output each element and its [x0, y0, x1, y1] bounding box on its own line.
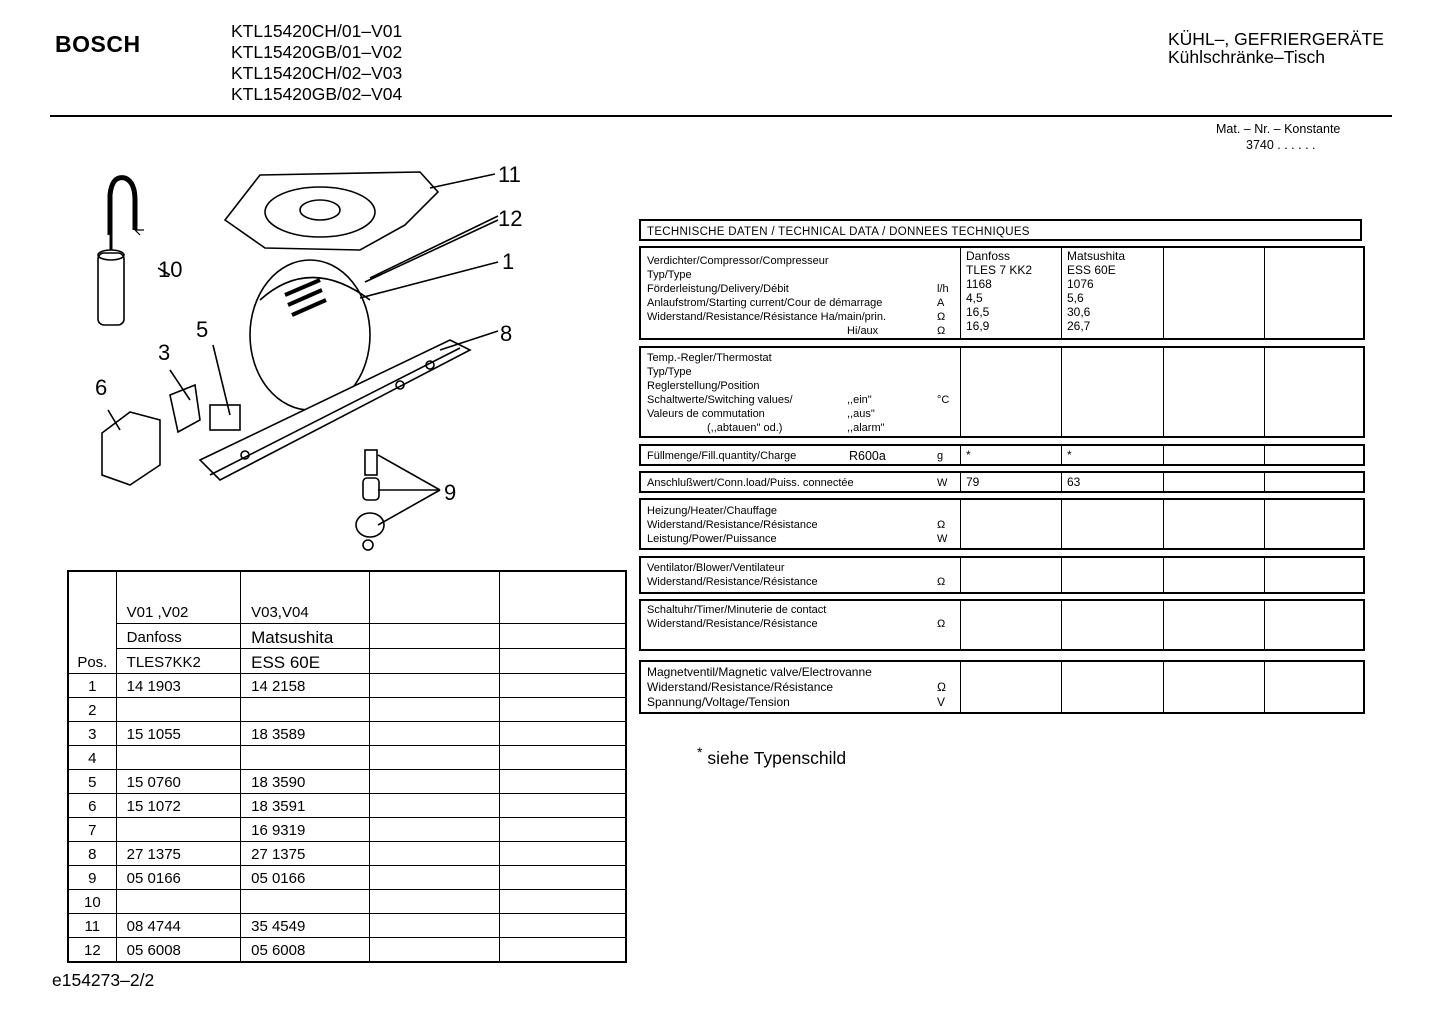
value-cell: * [961, 446, 1062, 464]
type-label: ESS 60E [241, 649, 369, 674]
part-number-cell: 15 0760 [116, 770, 240, 794]
value-column [1062, 601, 1164, 649]
value-cell: Danfoss [966, 249, 1011, 263]
model-line: KTL15420CH/01–V01 [231, 21, 403, 41]
part-number-cell: 15 1072 [116, 794, 240, 818]
variant-cell [241, 571, 369, 599]
row-label: Schaltwerte/Switching values/ [647, 394, 793, 406]
value-column [1062, 558, 1164, 592]
value-column [1164, 348, 1265, 436]
value-column [1265, 248, 1363, 338]
value-column [961, 558, 1062, 592]
callout-9: 9 [444, 480, 457, 505]
variant-cell [116, 571, 240, 599]
table-row [68, 722, 626, 746]
unit-label: W [937, 477, 948, 489]
mat-value: 3740 . . . . . . [1246, 138, 1316, 152]
empty-cell [369, 818, 499, 842]
pos-header-label: Pos. [68, 649, 116, 674]
pos-header-cell [68, 624, 116, 649]
unit-label: W [937, 533, 948, 545]
part-number-cell [116, 890, 240, 914]
pos-cell: 2 [68, 698, 116, 722]
pos-cell: 1 [68, 674, 116, 698]
callout-12: 12 [498, 206, 523, 231]
unit-label: A [937, 297, 945, 309]
row-label: (,,abtauen" od.) [707, 422, 783, 434]
part-number-cell [241, 746, 369, 770]
part-number-cell: 35 4549 [241, 914, 369, 938]
value-column [1265, 662, 1363, 712]
table-row [68, 818, 626, 842]
empty-cell [500, 722, 626, 746]
pos-cell: 8 [68, 842, 116, 866]
mode-label: ,,alarm" [847, 422, 885, 434]
value-cell: Matsushita [1067, 249, 1126, 263]
empty-cell [369, 866, 499, 890]
conn-load-labels [641, 473, 961, 491]
part-number-cell: 05 0166 [116, 866, 240, 890]
empty-cell [369, 890, 499, 914]
part-number-cell: 18 3589 [241, 722, 369, 746]
unit-label: V [937, 695, 946, 709]
type-label: TLES7KK2 [116, 649, 240, 674]
empty-cell [369, 571, 499, 599]
compressor-block [639, 246, 1365, 340]
value-column [961, 662, 1062, 712]
table-row [68, 890, 626, 914]
part-number-cell [241, 890, 369, 914]
value-column [1265, 446, 1363, 464]
value-column [1062, 248, 1164, 338]
mat-number [1216, 121, 1340, 153]
table-row [68, 794, 626, 818]
model-line: KTL15420CH/02–V03 [231, 63, 403, 83]
empty-cell [369, 649, 499, 674]
empty-cell [500, 698, 626, 722]
row-label: Verdichter/Compressor/Compresseur [647, 255, 829, 267]
refrigerant-label: R600a [849, 449, 886, 463]
empty-cell [369, 914, 499, 938]
relay-drawing [210, 405, 240, 430]
value-column [1265, 473, 1363, 491]
row-label: Anschlußwert/Conn.load/Puiss. connectée [647, 477, 854, 489]
row-label: Ventilator/Blower/Ventilateur [647, 562, 785, 574]
row-label: Reglerstellung/Position [647, 380, 760, 392]
empty-cell [500, 599, 626, 624]
row-label: Heizung/Heater/Chauffage [647, 505, 778, 517]
part-number-cell: 05 6008 [116, 938, 240, 963]
row-label: Widerstand/Resistance/Résistance [647, 519, 818, 531]
value-cell: 16,9 [966, 319, 990, 333]
part-number-cell [241, 698, 369, 722]
pos-cell: 5 [68, 770, 116, 794]
value-cell: ESS 60E [1067, 263, 1116, 277]
pos-cell: 9 [68, 866, 116, 890]
empty-cell [500, 866, 626, 890]
row-label: Anlaufstrom/Starting current/Cour de démarrage [647, 297, 883, 309]
model-line: KTL15420GB/02–V04 [231, 84, 403, 104]
note-star: * [697, 744, 703, 760]
row-label: Typ/Type [647, 366, 692, 378]
value-column [1164, 248, 1265, 338]
part-number-cell [116, 746, 240, 770]
note-text: siehe Typenschild [702, 747, 847, 768]
value-column [961, 601, 1062, 649]
empty-cell [500, 818, 626, 842]
value-column [1265, 558, 1363, 592]
tech-data-title: TECHNISCHE DATEN / TECHNICAL DATA / DONNEES TECHNIQUES [639, 219, 1362, 241]
mode-label: ,,aus" [847, 408, 875, 420]
value-column [1164, 446, 1265, 464]
part-number-cell: 08 4744 [116, 914, 240, 938]
row-label: Förderleistung/Delivery/Débit [647, 283, 789, 295]
table-row [68, 842, 626, 866]
unit-label: Ω [937, 325, 946, 337]
timer-block [639, 599, 1365, 651]
top-cover-drawing [225, 172, 438, 250]
row-label: Schaltuhr/Timer/Minuterie de contact [647, 604, 827, 616]
category-subline: Kühlschränke–Tisch [1168, 47, 1325, 67]
row-label: Valeurs de commutation [647, 408, 765, 420]
mat-label: Mat. – Nr. – Konstante [1216, 122, 1341, 136]
row-label: Füllmenge/Fill.quantity/Charge [647, 450, 797, 462]
unit-label: °C [937, 394, 950, 406]
mode-label: ,,ein" [847, 394, 872, 406]
wire-cable [110, 178, 135, 235]
empty-cell [500, 914, 626, 938]
value-cell: TLES 7 KK2 [966, 263, 1033, 277]
pos-cell: 7 [68, 818, 116, 842]
value-cell: 26,7 [1067, 319, 1091, 333]
pos-header-cell [68, 571, 116, 599]
unit-label: Ω [937, 680, 946, 694]
empty-cell [369, 722, 499, 746]
document-id: e154273–2/2 [52, 970, 155, 990]
category-line: KÜHL–, GEFRIERGERÄTE [1168, 29, 1384, 49]
value-column [1164, 558, 1265, 592]
value-cell: * [1062, 446, 1164, 464]
part-number-cell [116, 698, 240, 722]
model-line: KTL15420GB/01–V02 [231, 42, 403, 62]
model-list [231, 21, 402, 105]
part-number-cell: 18 3590 [241, 770, 369, 794]
part-number-cell: 16 9319 [241, 818, 369, 842]
unit-label: Ω [937, 618, 946, 630]
charge-block [639, 444, 1365, 466]
header-divider [50, 115, 1392, 117]
unit-label: Ω [937, 311, 946, 323]
heater-block [639, 498, 1365, 550]
value-column [1062, 662, 1164, 712]
pos-cell: 4 [68, 746, 116, 770]
value-column [961, 248, 1062, 338]
empty-cell [369, 599, 499, 624]
table-row [68, 866, 626, 890]
callout-11: 11 [498, 162, 521, 187]
thermostat-block [639, 346, 1365, 438]
pos-cell: 10 [68, 890, 116, 914]
unit-label: l/h [937, 283, 949, 295]
value-column [1164, 662, 1265, 712]
value-column [1062, 500, 1164, 548]
callout-8: 8 [500, 321, 513, 346]
part-number-cell: 18 3591 [241, 794, 369, 818]
callout-1: 1 [502, 249, 515, 274]
empty-cell [369, 794, 499, 818]
blower-block [639, 556, 1365, 594]
blower-labels [641, 558, 961, 592]
part-number-cell: 05 6008 [241, 938, 369, 963]
value-cell: 4,5 [966, 291, 983, 305]
category-heading [1168, 30, 1384, 66]
part-number-cell: 14 2158 [241, 674, 369, 698]
heater-labels [641, 500, 961, 548]
valve-labels [641, 662, 961, 712]
timer-labels [641, 601, 961, 649]
thermostat-labels [641, 348, 961, 436]
capacitor-drawing [98, 253, 124, 325]
part-number-cell: 14 1903 [116, 674, 240, 698]
value-cell: 30,6 [1067, 305, 1091, 319]
table-row [68, 770, 626, 794]
empty-cell [369, 842, 499, 866]
parts-table [67, 570, 627, 963]
maker-label: Danfoss [116, 624, 240, 649]
row-label: Magnetventil/Magnetic valve/Electrovanne [647, 665, 872, 679]
relay-cover-drawing [102, 412, 160, 485]
row-label: Typ/Type [647, 269, 692, 281]
callout-6: 6 [95, 375, 108, 400]
empty-cell [369, 938, 499, 963]
value-cell: 1076 [1067, 277, 1094, 291]
row-label: Widerstand/Resistance/Résistance Ha/main/prin. [647, 311, 887, 323]
variant-label: V01 ,V02 [116, 599, 240, 624]
empty-cell [500, 624, 626, 649]
row-label: Widerstand/Resistance/Résistance [647, 576, 818, 588]
row-label: Hi/aux [847, 325, 879, 337]
table-row [68, 914, 626, 938]
value-column [961, 348, 1062, 436]
value-column [1062, 348, 1164, 436]
row-label: Spannung/Voltage/Tension [647, 695, 790, 709]
row-label: Widerstand/Resistance/Résistance [647, 618, 818, 630]
empty-cell [500, 770, 626, 794]
brand-logo: BOSCH [55, 31, 141, 57]
table-row [68, 674, 626, 698]
empty-cell [369, 746, 499, 770]
table-row [68, 938, 626, 963]
value-cell: 79 [961, 473, 1062, 491]
conn-load-block [639, 471, 1365, 493]
callout-5: 5 [196, 317, 209, 342]
valve-block [639, 660, 1365, 714]
pos-header-cell [68, 599, 116, 624]
variant-label: V03,V04 [241, 599, 369, 624]
part-number-cell: 27 1375 [116, 842, 240, 866]
value-column [1164, 500, 1265, 548]
empty-cell [500, 794, 626, 818]
maker-label: Matsushita [241, 624, 369, 649]
grommet-drawing [365, 450, 377, 475]
value-cell: 1168 [966, 277, 992, 291]
empty-cell [500, 842, 626, 866]
part-number-cell: 15 1055 [116, 722, 240, 746]
empty-cell [369, 624, 499, 649]
empty-cell [369, 674, 499, 698]
value-column [1265, 500, 1363, 548]
row-label: Widerstand/Resistance/Résistance [647, 680, 834, 694]
charge-labels [641, 446, 961, 464]
empty-cell [500, 890, 626, 914]
value-column [961, 500, 1062, 548]
part-number-cell: 27 1375 [241, 842, 369, 866]
pos-cell: 6 [68, 794, 116, 818]
type-plate-note [697, 744, 846, 769]
value-column [1164, 601, 1265, 649]
empty-cell [500, 746, 626, 770]
value-cell: 5,6 [1067, 291, 1084, 305]
callout-10: 10 [158, 257, 183, 282]
value-cell: 63 [1062, 473, 1164, 491]
exploded-parts-diagram [60, 150, 580, 555]
table-row [68, 698, 626, 722]
part-number-cell [116, 818, 240, 842]
pos-cell: 12 [68, 938, 116, 963]
row-label: Temp.-Regler/Thermostat [647, 352, 772, 364]
value-cell: 16,5 [966, 305, 990, 319]
table-row [68, 746, 626, 770]
empty-cell [500, 938, 626, 963]
empty-cell [369, 698, 499, 722]
empty-cell [369, 770, 499, 794]
compressor-labels [641, 248, 961, 338]
empty-cell [500, 649, 626, 674]
value-column [1164, 473, 1265, 491]
pos-cell: 3 [68, 722, 116, 746]
value-column [1265, 348, 1363, 436]
row-label: Leistung/Power/Puissance [647, 533, 777, 545]
unit-label: Ω [937, 576, 946, 588]
value-column [1265, 601, 1363, 649]
part-number-cell: 05 0166 [241, 866, 369, 890]
empty-cell [500, 674, 626, 698]
pos-cell: 11 [68, 914, 116, 938]
empty-cell [500, 571, 626, 599]
unit-label: Ω [937, 519, 946, 531]
unit-label: g [937, 450, 944, 462]
callout-3: 3 [158, 340, 171, 365]
